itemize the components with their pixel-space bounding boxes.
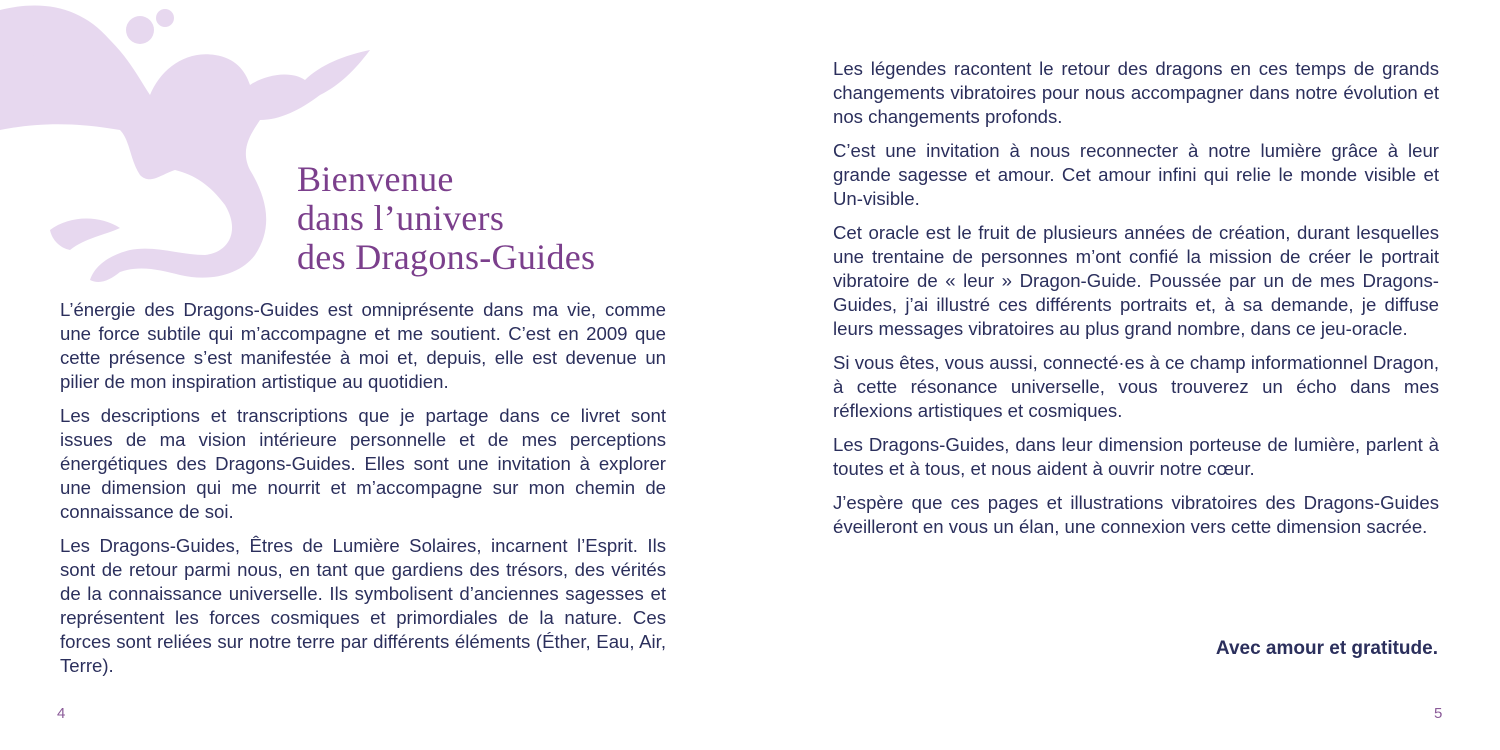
paragraph: Les légendes racontent le retour des dragons en ces temps de grands changements vibratoires pour nous accompagner dans notre évolution et nos changements profonds.: [833, 58, 1439, 127]
paragraph: Les descriptions et transcriptions que je partage dans ce livret sont issues de ma vision intérieure personnelle et de mes perceptions énergétiques des Dragons-Guides. Elles sont une invitation à explorer une dimension qui me nourrit et m’accompagne sur mon chemin de connaissance de soi.: [60, 405, 666, 522]
paragraph: Cet oracle est le fruit de plusieurs années de création, durant lesquelles une trentaine de personnes m’ont confié la mission de créer le portrait vibratoire de « leur » Dragon-Guide. Poussée par un de mes Dragons-Guides, j’ai illustré ces différents portraits et, à sa demande, je diffuse leurs messages vibratoires au plus grand nombre, dans ce jeu-oracle.: [833, 222, 1439, 339]
left-page-body: [60, 298, 666, 688]
page-number-right: 5: [1434, 705, 1443, 722]
paragraph: Les Dragons-Guides, Êtres de Lumière Solaires, incarnent l’Esprit. Ils sont de retour parmi nous, en tant que gardiens des trésors, des vérités de la connaissance universelle. Ils symbolisent d’anciennes sagesses et représentent les forces cosmiques et primordiales de la nature. Ces forces sont reliées sur notre terre par différents éléments (Éther, Eau, Air, Terre).: [60, 535, 666, 676]
paragraph: C’est une invitation à nous reconnecter à notre lumière grâce à leur grande sagesse et amour. Cet amour infini qui relie le monde visible et Un-visible.: [833, 140, 1439, 209]
page-number-left: 4: [57, 705, 66, 722]
signature: Avec amour et gratitude.: [1215, 638, 1438, 659]
title-line: dans l’univers: [297, 198, 505, 238]
paragraph: Les Dragons-Guides, dans leur dimension porteuse de lumière, parlent à toutes et à tous, et nous aident à ouvrir notre cœur.: [833, 434, 1439, 479]
title-line: des Dragons-Guides: [297, 237, 596, 277]
paragraph: J’espère que ces pages et illustrations vibratoires des Dragons-Guides éveilleront en vous un élan, une connexion vers cette dimension sacrée.: [833, 492, 1439, 537]
title-line: Bienvenue: [297, 159, 454, 199]
paragraph: L’énergie des Dragons-Guides est omniprésente dans ma vie, comme une force subtile qui m’accompagne et me soutient. C’est en 2009 que cette présence s’est manifestée à moi et, depuis, elle est devenue un pilier de mon inspiration artistique au quotidien.: [60, 299, 666, 392]
paragraph: Si vous êtes, vous aussi, connecté·es à ce champ informationnel Dragon, à cette résonance universelle, vous trouverez un écho dans mes réflexions artistiques et cosmiques.: [833, 352, 1439, 421]
page-title: [297, 160, 595, 277]
right-page-body: [833, 57, 1439, 549]
